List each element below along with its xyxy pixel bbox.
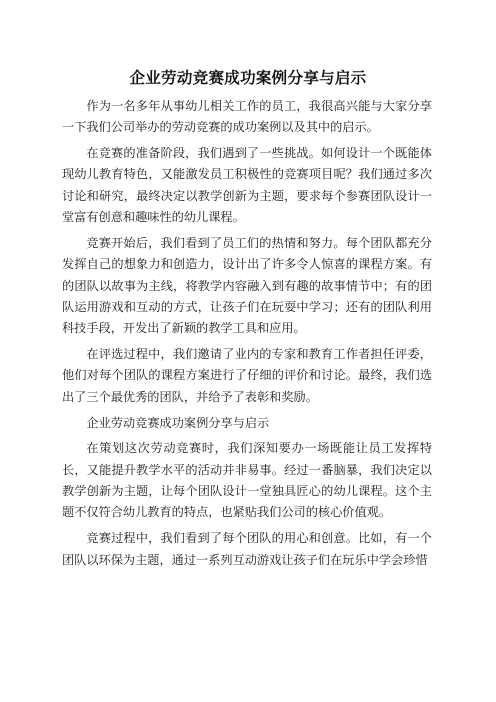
- document-body: [62, 96, 432, 575]
- document-title: 企业劳动竞赛成功案例分享与启示: [129, 69, 367, 87]
- paragraph-planning: 在策划这次劳动竞赛时，我们深知要办一场既能让员工发挥特长，又能提升教学水平的活动并非易事。经过一番脑暴，我们决定以教学创新为主题，让每个团队设计一堂独具匠心的幼儿课程。这个主题不仅符合幼儿教育的特点，也紧贴我们公司的核心价值观。: [62, 441, 432, 520]
- paragraph-preparation: 在竞赛的准备阶段，我们遇到了一些挑战。如何设计一个既能体现幼儿教育特色，又能激发员工积极性的竞赛项目呢？我们通过多次讨论和研究，最终决定以教学创新为主题，要求每个参赛团队设计一堂富有创意和趣味性的幼儿课程。: [62, 146, 432, 225]
- paragraph-competition: 竞赛开始后，我们看到了员工们的热情和努力。每个团队都充分发挥自己的想象力和创造力，设计出了许多令人惊喜的课程方案。有的团队以故事为主线，将教学内容融入到有趣的故事情节中；有的团队运用游戏和互动的方式，让孩子们在玩耍中学习；还有的团队利用科技手段，开发出了新颖的教学工具和应用。: [62, 235, 432, 336]
- paragraph-process: 竞赛过程中，我们看到了每个团队的用心和创意。比如，有一个团队以环保为主题，通过一系列互动游戏让孩子们在玩乐中学会珍惜: [62, 531, 432, 567]
- paragraph-intro: 作为一名多年从事幼儿相关工作的员工，我很高兴能与大家分享一下我们公司举办的劳动竞赛的成功案例以及其中的启示。: [62, 99, 432, 135]
- paragraph-section-heading: 企业劳动竞赛成功案例分享与启示: [86, 415, 270, 430]
- paragraph-evaluation: 在评选过程中，我们邀请了业内的专家和教育工作者担任评委，他们对每个团队的课程方案进行了仔细的评价和讨论。最终，我们选出了三个最优秀的团队，并给予了表彰和奖励。: [62, 347, 432, 404]
